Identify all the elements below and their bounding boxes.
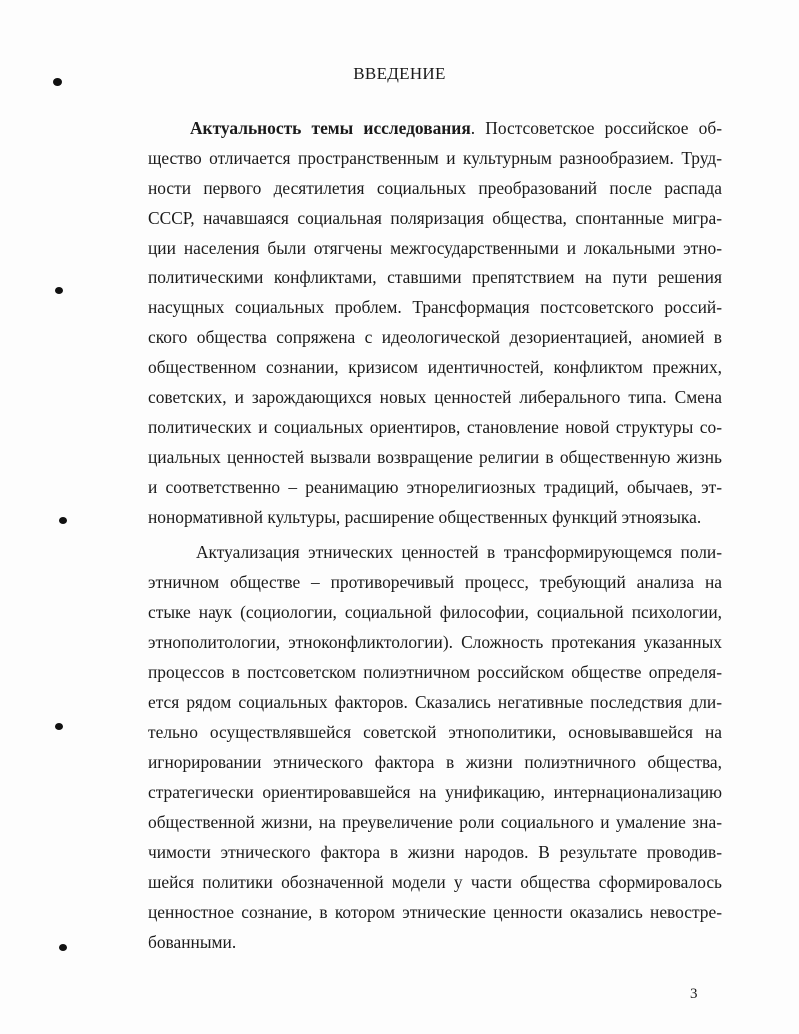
paragraph-line: политическими конфликтами, ставшими препятствием на пути решения	[148, 267, 722, 287]
paragraph-line: политических и социальных ориентиров, становление новой структуры со-	[148, 417, 722, 437]
paragraph-line: шейся политики обозначенной модели у части общества сформировалось	[148, 872, 722, 892]
paragraph-line: стыке наук (социологии, социальной философии, социальной психологии,	[148, 602, 722, 622]
page-number: 3	[690, 986, 698, 1002]
paragraph-line: Актуализация этнических ценностей в трансформирующемся поли-	[196, 542, 722, 562]
page-title: ВВЕДЕНИЕ	[353, 64, 446, 83]
paragraph-line: этнополитологии, этноконфликтологии). Сложность протекания указанных	[148, 632, 722, 652]
paragraph-line: ции населения были отягчены межгосударственными и локальными этно-	[148, 238, 722, 258]
paragraph-line: советских, и зарождающихся новых ценностей либерального типа. Смена	[148, 387, 722, 407]
paragraph-line: чимости этнического фактора в жизни народов. В результате проводив-	[148, 842, 722, 862]
paragraph-line: ского общества сопряжена с идеологической дезориентацией, аномией в	[148, 327, 722, 347]
paragraph-line: игнорировании этнического фактора в жизни полиэтничного общества,	[148, 752, 722, 772]
binding-hole-mark	[59, 517, 67, 524]
paragraph-line: бованными.	[148, 932, 237, 952]
paragraph-line	[190, 116, 722, 140]
bold-lead-phrase: Актуальность темы исследования	[190, 118, 471, 138]
paragraph-line: стратегически ориентировавшейся на унификацию, интернационализацию	[148, 782, 722, 802]
line-text: . Постсоветское российское об-	[470, 118, 722, 138]
paragraph-line: общественном сознании, кризисом идентичностей, конфликтом прежних,	[148, 357, 722, 377]
binding-hole-mark	[55, 287, 63, 294]
paragraph-line: и соответственно – реанимацию этнорелигиозных традиций, обычаев, эт-	[148, 477, 722, 497]
paragraph-line: ется рядом социальных факторов. Сказались негативные последствия дли-	[148, 692, 722, 712]
paragraph-line: щество отличается пространственным и культурным разнообразием. Труд-	[148, 148, 722, 168]
paragraph-line: тельно осуществлявшейся советской этнополитики, основывавшейся на	[148, 722, 722, 742]
paragraph-line: нонормативной культуры, расширение общественных функций этноязыка.	[148, 507, 702, 527]
paragraph-line: насущных социальных проблем. Трансформация постсоветского россий-	[148, 297, 722, 317]
paragraph-line: этничном обществе – противоречивый процесс, требующий анализа на	[148, 572, 722, 592]
paragraph-line: СССР, начавшаяся социальная поляризация общества, спонтанные мигра-	[148, 208, 722, 228]
paragraph-line: ности первого десятилетия социальных преобразований после распада	[148, 178, 722, 198]
paragraph-line: циальных ценностей вызвали возвращение религии в общественную жизнь	[148, 447, 722, 467]
binding-hole-mark	[59, 944, 67, 951]
paragraph-line: ценностное сознание, в котором этнические ценности оказались невостре-	[148, 902, 722, 922]
paragraph-line: процессов в постсоветском полиэтничном российском обществе определя-	[148, 662, 722, 682]
paragraph-line: общественной жизни, на преувеличение роли социального и умаление зна-	[148, 812, 722, 832]
binding-hole-mark	[55, 723, 63, 730]
